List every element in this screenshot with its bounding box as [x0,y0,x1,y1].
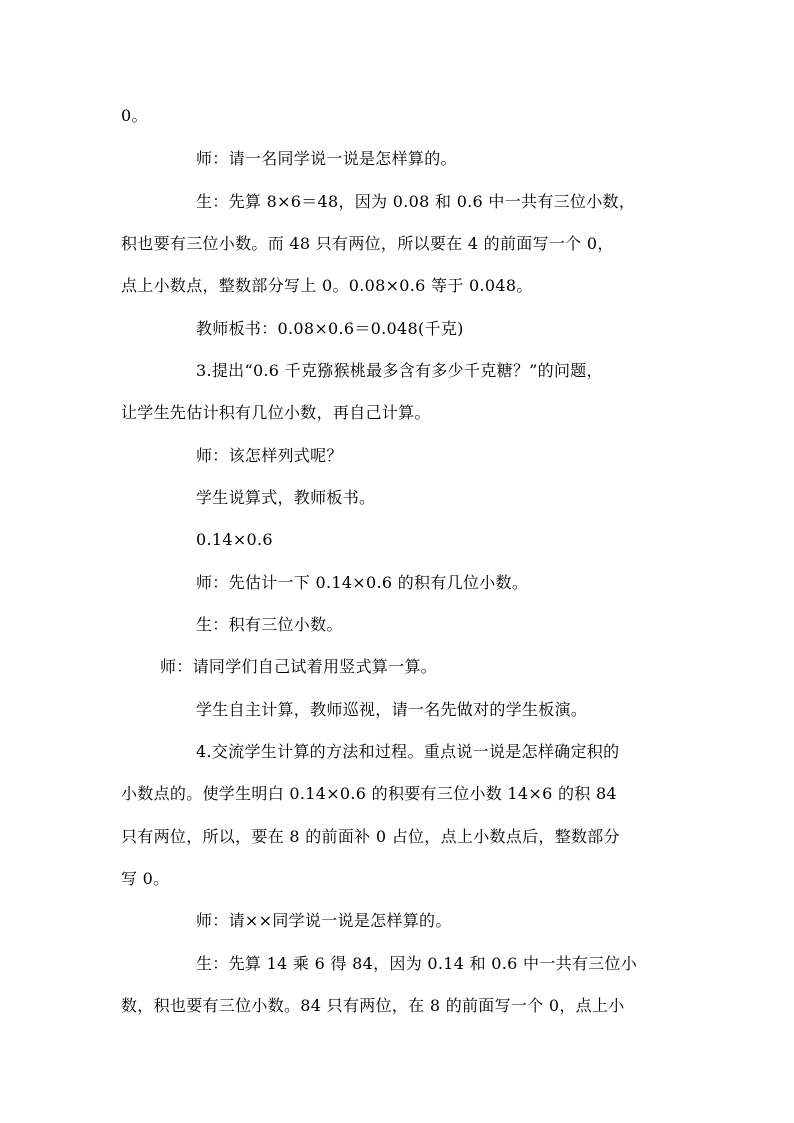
text-line: 师：请一名同学说一说是怎样算的。 [196,149,457,168]
text-line: 师：请同学们自己试着用竖式算一算。 [160,657,438,676]
text-line: 学生自主计算，教师巡视，请一名先做对的学生板演。 [196,700,588,719]
text-line: 让学生先估计积有几位小数，再自己计算。 [121,403,431,422]
text-line: 师：该怎样列式呢？ [196,446,343,465]
text-line: 积也要有三位小数。而 48 只有两位，所以要在 4 的前面写一个 0， [121,234,614,253]
text-line: 3.提出“0.6 千克猕猴桃最多含有多少千克糖？”的问题， [196,361,603,380]
text-line: 写 0。 [121,869,170,888]
text-line: 0。 [121,106,148,125]
text-line: 4.交流学生计算的方法和过程。重点说一说是怎样确定积的 [196,742,620,761]
text-line: 小数点的。使学生明白 0.14×0.6 的积要有三位小数 14×6 的积 84 [121,784,617,803]
text-line: 生：先算 14 乘 6 得 84，因为 0.14 和 0.6 中一共有三位小 [196,954,638,973]
text-line: 0.14×0.6 [196,530,273,549]
text-line: 教师板书：0.08×0.6＝0.048(千克) [196,319,464,338]
text-line: 数，积也要有三位小数。84 只有两位，在 8 的前面写一个 0，点上小 [121,996,625,1015]
text-line: 生：先算 8×6＝48，因为 0.08 和 0.6 中一共有三位小数， [196,192,636,211]
text-line: 点上小数点，整数部分写上 0。0.08×0.6 等于 0.048。 [121,276,533,295]
text-line: 生：积有三位小数。 [196,615,343,634]
text-line: 只有两位，所以，要在 8 的前面补 0 占位，点上小数点后，整数部分 [121,827,620,846]
text-line: 学生说算式，教师板书。 [196,488,376,507]
text-line: 师：请××同学说一说是怎样算的。 [196,911,452,930]
text-line: 师：先估计一下 0.14×0.6 的积有几位小数。 [196,573,529,592]
